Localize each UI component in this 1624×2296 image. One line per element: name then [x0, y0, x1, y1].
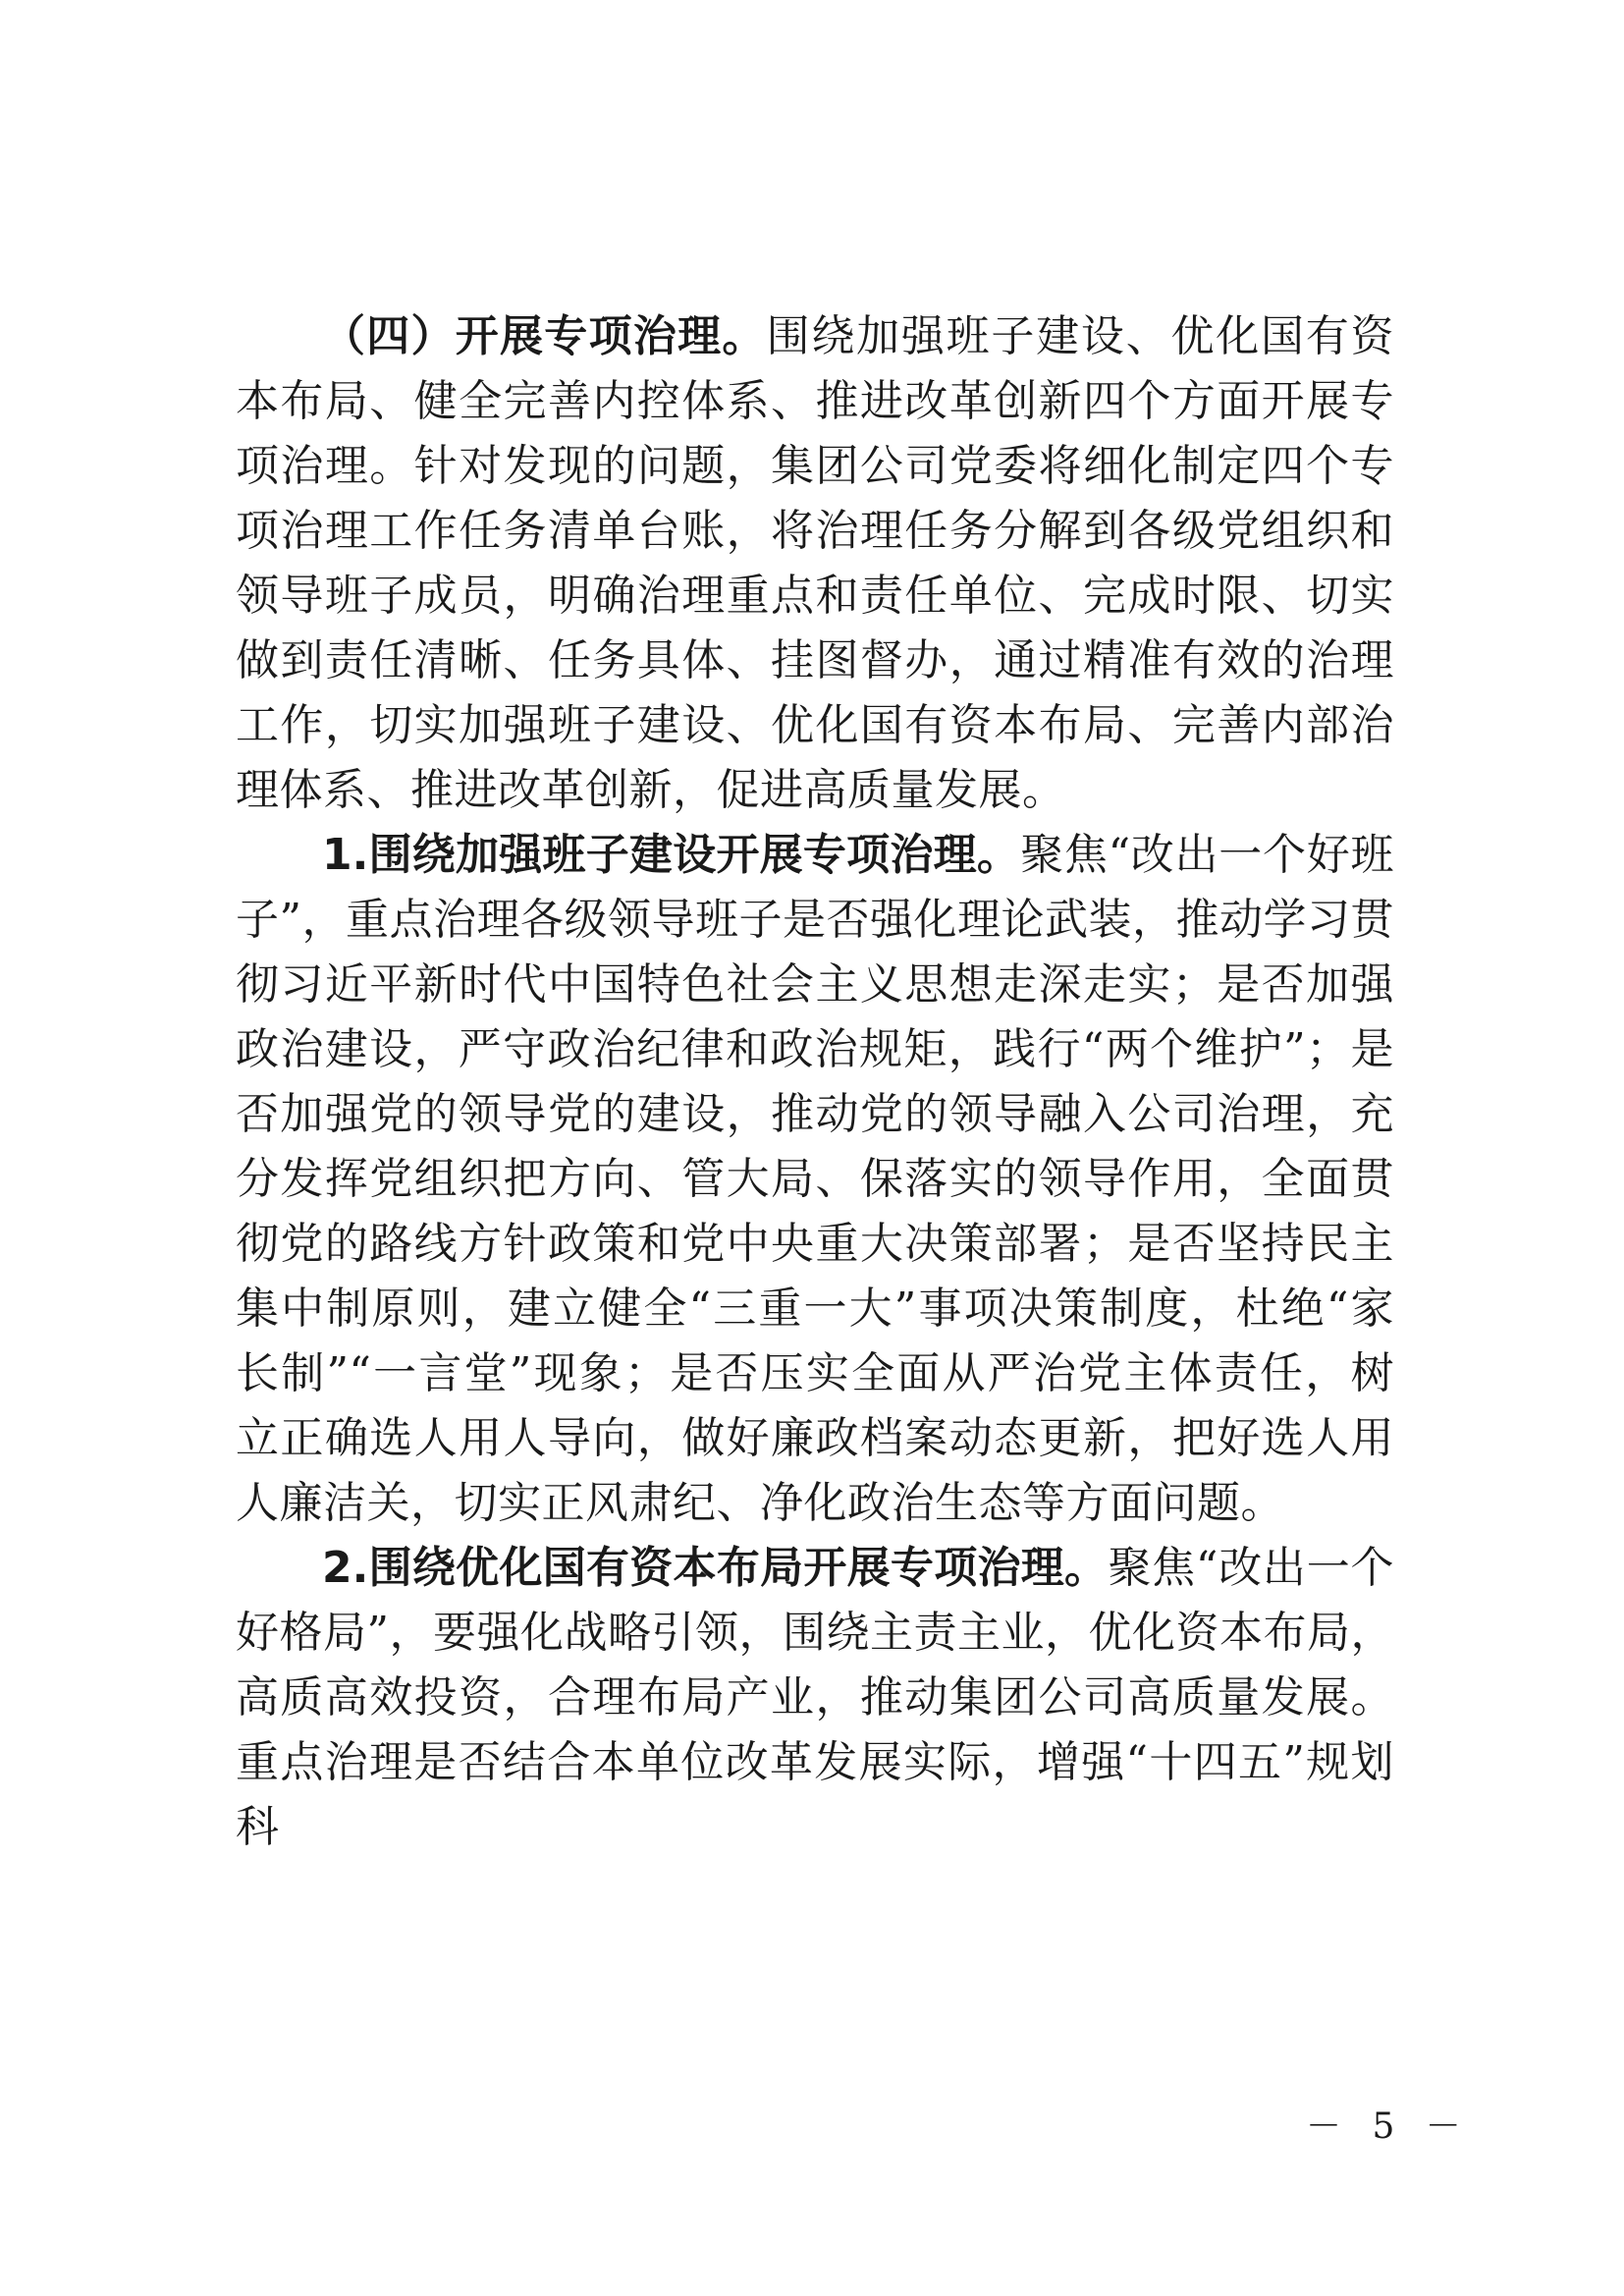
paragraph-text: 围绕加强班子建设、优化国有资本布局、健全完善内控体系、推进改革创新四个方面开展专项治理。针对发现的问题，集团公司党委将细化制定四个专项治理工作任务清单台账，将治理任务分解到各级党组织和领导班子成员，明确治理重点和责任单位、完成时限、切实做到责任清晰、任务具体、挂图督办，通过精准有效的治理工作，切实加强班子建设、优化国有资本布局、完善内部治理体系、推进改革创新，促进高质量发展。 — [236, 311, 1394, 815]
paragraph-heading: 1.围绕加强班子建设开展专项治理。 — [322, 830, 1021, 880]
paragraph-special-governance — [236, 304, 1394, 823]
paragraph-heading: （四）开展专项治理。 — [322, 311, 767, 361]
page-number: － 5 － — [1306, 2106, 1471, 2147]
paragraph-text: 聚焦“改出一个好格局”，要强化战略引领，围绕主责主业，优化资本布局，高质高效投资，合理布局产业，推动集团公司高质量发展。重点治理是否结合本单位改革发展实际，增强“十四五”规划科 — [236, 1543, 1394, 1852]
paragraph-text: 聚焦“改出一个好班子”，重点治理各级领导班子是否强化理论武装，推动学习贯彻习近平新时代中国特色社会主义思想走深走实；是否加强政治建设，严守政治纪律和政治规矩，践行“两个维护”；是否加强党的领导党的建设，推动党的领导融入公司治理，充分发挥党组织把方向、管大局、保落实的领导作用，全面贯彻党的路线方针政策和党中央重大决策部署；是否坚持民主集中制原则，建立健全“三重一大”事项决策制度，杜绝“家长制”“一言堂”现象；是否压实全面从严治党主体责任，树立正确选人用人导向，做好廉政档案动态更新，把好选人用人廉洁关，切实正风肃纪、净化政治生态等方面问题。 — [236, 830, 1394, 1528]
document-body — [236, 304, 1394, 1860]
paragraph-heading: 2.围绕优化国有资本布局开展专项治理。 — [322, 1543, 1109, 1593]
paragraph-team-building — [236, 823, 1394, 1536]
paragraph-capital-layout — [236, 1536, 1394, 1860]
